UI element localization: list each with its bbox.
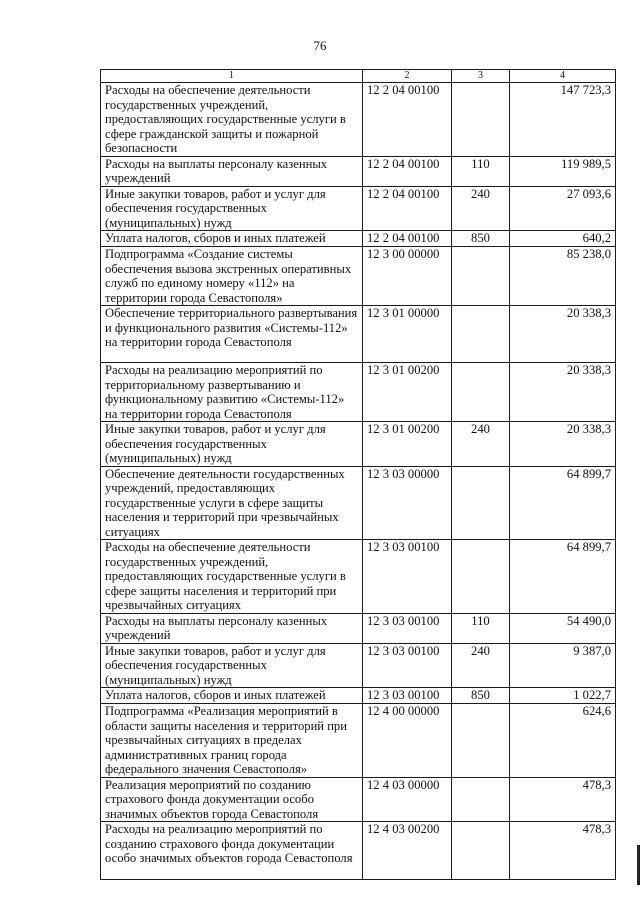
row-name: Расходы на обеспечение деятельности государственных учреждений, предоставляющих государственные услуги в сфере гражданской защиты и пожарной безопасности [101,83,363,157]
row-type [452,247,510,306]
row-type [452,704,510,778]
page-number: 76 [313,38,327,53]
row-sum: 640,2 [510,231,616,247]
row-code: 12 3 03 00100 [363,540,452,614]
table-row [101,156,616,186]
header-col-3: 3 [452,70,510,83]
row-type [452,363,510,422]
row-name: Расходы на выплаты персоналу казенных учреждений [101,156,363,186]
row-name: Расходы на реализацию мероприятий по созданию страхового фонда документации особо значимых объектов города Севастополя [101,822,363,880]
row-type [452,466,510,540]
row-name: Уплата налогов, сборов и иных платежей [101,231,363,247]
row-sum: 147 723,3 [510,83,616,157]
table-row [101,247,616,306]
row-type: 110 [452,156,510,186]
row-code: 12 4 03 00000 [363,777,452,822]
row-type [452,822,510,880]
table-row [101,422,616,467]
budget-table [100,69,616,880]
row-code: 12 4 03 00200 [363,822,452,880]
row-name: Подпрограмма «Реализация мероприятий в области защиты населения и территорий при чрезвычайных ситуациях в пределах административных границ города федерального значения Севастополя» [101,704,363,778]
row-name: Обеспечение территориального развертывания и функционального развития «Системы-112» на территории города Севастополя [101,306,363,363]
row-name: Расходы на реализацию мероприятий по территориальному развертыванию и функциональному развитию «Системы-112» на территории города Севастополя [101,363,363,422]
row-name: Подпрограмма «Создание системы обеспечения вызова экстренных оперативных служб по единому номеру «112» на территории города Севастополя» [101,247,363,306]
row-sum: 9 387,0 [510,643,616,688]
row-code: 12 2 04 00100 [363,83,452,157]
table-row [101,688,616,704]
table-row [101,613,616,643]
row-code: 12 3 03 00100 [363,688,452,704]
row-type [452,540,510,614]
row-sum: 1 022,7 [510,688,616,704]
table-row [101,704,616,778]
row-name: Расходы на выплаты персоналу казенных учреждений [101,613,363,643]
row-type: 240 [452,643,510,688]
table-row [101,777,616,822]
row-code: 12 3 01 00200 [363,422,452,467]
table-row [101,822,616,880]
table-row [101,466,616,540]
row-name: Иные закупки товаров, работ и услуг для обеспечения государственных (муниципальных) нужд [101,186,363,231]
row-type: 850 [452,688,510,704]
row-code: 12 3 01 00000 [363,306,452,363]
row-code: 12 3 03 00100 [363,643,452,688]
row-sum: 478,3 [510,777,616,822]
row-name: Иные закупки товаров, работ и услуг для обеспечения государственных (муниципальных) нужд [101,643,363,688]
row-sum: 64 899,7 [510,466,616,540]
row-type: 240 [452,186,510,231]
row-type: 110 [452,613,510,643]
row-name: Обеспечение деятельности государственных учреждений, предоставляющих государственные услуги в сфере защиты населения и территорий при чрезвычайных ситуациях [101,466,363,540]
row-code: 12 3 00 00000 [363,247,452,306]
table-row [101,540,616,614]
row-code: 12 3 03 00100 [363,613,452,643]
header-col-4: 4 [510,70,616,83]
row-sum: 20 338,3 [510,306,616,363]
table-body [101,83,616,880]
row-code: 12 4 00 00000 [363,704,452,778]
row-name: Иные закупки товаров, работ и услуг для обеспечения государственных (муниципальных) нужд [101,422,363,467]
row-sum: 624,6 [510,704,616,778]
row-name: Уплата налогов, сборов и иных платежей [101,688,363,704]
row-sum: 85 238,0 [510,247,616,306]
row-type: 240 [452,422,510,467]
row-code: 12 3 03 00000 [363,466,452,540]
table-row [101,231,616,247]
row-code: 12 3 01 00200 [363,363,452,422]
row-name: Расходы на обеспечение деятельности государственных учреждений, предоставляющих государственные услуги в сфере защиты населения и территорий при чрезвычайных ситуациях [101,540,363,614]
table-row [101,186,616,231]
row-code: 12 2 04 00100 [363,231,452,247]
row-name: Реализация мероприятий по созданию страхового фонда документации особо значимых объектов города Севастополя [101,777,363,822]
row-type [452,83,510,157]
table-row [101,643,616,688]
row-type: 850 [452,231,510,247]
row-sum: 20 338,3 [510,363,616,422]
row-sum: 119 989,5 [510,156,616,186]
row-code: 12 2 04 00100 [363,156,452,186]
header-col-2: 2 [363,70,452,83]
table-header-row [101,70,616,83]
row-code: 12 2 04 00100 [363,186,452,231]
table-row [101,306,616,363]
table-row [101,83,616,157]
row-sum: 20 338,3 [510,422,616,467]
row-sum: 64 899,7 [510,540,616,614]
row-sum: 478,3 [510,822,616,880]
header-col-1: 1 [101,70,363,83]
row-sum: 27 093,6 [510,186,616,231]
row-type [452,777,510,822]
row-type [452,306,510,363]
row-sum: 54 490,0 [510,613,616,643]
table-row [101,363,616,422]
